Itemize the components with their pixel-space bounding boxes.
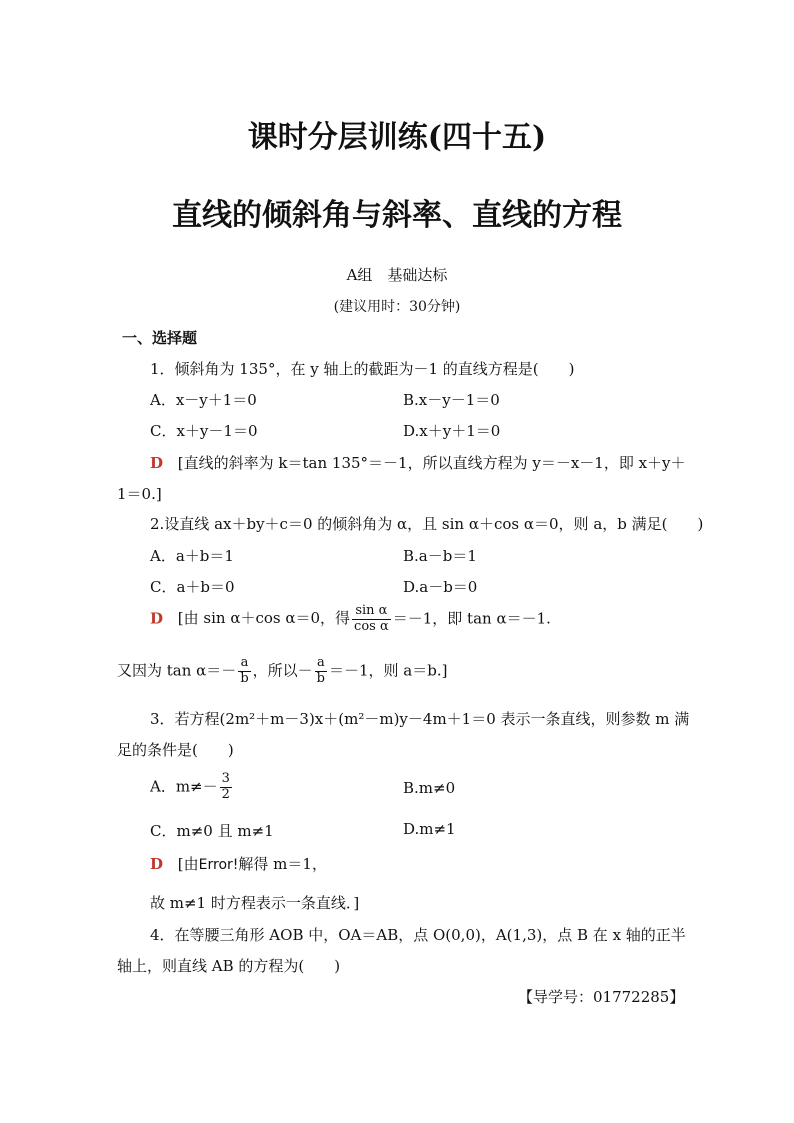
q2-answer: D (150, 609, 164, 628)
q3-stem-cont: 足的条件是( ) (117, 741, 234, 759)
q3-fraction-3-2: $\frac{3}{2}$ (221, 771, 230, 802)
q2-option-a: A．a＋b＝1 (150, 547, 234, 565)
q2-explanation-pre: [由 sin α＋cos α＝0，得 (177, 609, 351, 628)
page-subtitle: 直线的倾斜角与斜率、直线的方程 (172, 198, 622, 233)
group-label: A组 基础达标 (346, 266, 448, 284)
q2-answer-line (150, 604, 551, 635)
section-heading: 一、选择题 (122, 329, 198, 347)
q4-stem: 4．在等腰三角形 AOB 中，OA＝AB，点 O(0,0)，A(1,3)，点 B 在 x 轴的正半 (150, 926, 686, 944)
q3-explanation-cont: 故 m≠1 时方程表示一条直线．] (150, 894, 360, 912)
q3-option-d: D.m≠1 (403, 820, 456, 838)
q2-stem: 2.设直线 ax＋by＋c＝0 的倾斜角为 α，且 sin α＋cos α＝0，则 a，b 满足( ) (150, 515, 704, 533)
q4-stem-cont: 轴上，则直线 AB 的方程为( ) (117, 957, 341, 975)
q3-option-c: C．m≠0 且 m≠1 (150, 822, 274, 840)
q2-option-c: C．a＋b＝0 (150, 578, 235, 596)
q1-option-d: D.x＋y＋1＝0 (403, 422, 501, 440)
q2-explanation-line2: 又因为 tan α＝－ $\frac{a}{b}$ ，所以－ $\frac{a}{b}$ ＝－1，则 a＝b.] (117, 655, 448, 686)
q2-option-d: D.a－b＝0 (403, 578, 478, 596)
q3-option-b: B.m≠0 (403, 779, 456, 797)
q1-stem: 1．倾斜角为 135°，在 y 轴上的截距为－1 的直线方程是( ) (150, 360, 575, 378)
q1-explanation: [直线的斜率为 k＝tan 135°＝－1，所以直线方程为 y＝－x－1，即 x＋y＋ (177, 454, 686, 472)
q1-option-c: C．x＋y－1＝0 (150, 422, 258, 440)
q2-explanation-post: ＝－1，即 tan α＝－1. (392, 609, 551, 628)
page-title: 课时分层训练(四十五) (247, 120, 547, 155)
q1-answer-line (150, 452, 686, 473)
q3-answer-line: D [由Error!解得 m＝1， (150, 855, 327, 873)
q2-option-b: B.a－b＝1 (403, 547, 477, 565)
q1-answer: D (150, 454, 164, 472)
reference-number: 【导学号：01772285】 (518, 988, 685, 1006)
time-suggestion: (建议用时：30分钟) (333, 299, 461, 315)
q2-fraction-a-b-2: $\frac{a}{b}$ (316, 655, 325, 686)
q3-error-placeholder: Error! (198, 857, 239, 873)
q1-option-b: B.x－y－1＝0 (403, 391, 500, 409)
q3-option-a: A．m≠－ $\frac{3}{2}$ (150, 771, 230, 802)
q3-stem: 3．若方程(2m²＋m－3)x＋(m²－m)y－4m＋1＝0 表示一条直线，则参数 m 满 (150, 710, 690, 728)
q2-fraction-a-b: $\frac{a}{b}$ (240, 655, 249, 686)
q3-answer: D (150, 855, 164, 873)
q1-explanation-cont: 1＝0.] (117, 485, 162, 503)
q1-option-a: A．x－y＋1＝0 (150, 391, 257, 409)
q2-fraction-sin-cos: $\frac{\text{sin α}}{\text{cos α}}$ (354, 603, 389, 634)
